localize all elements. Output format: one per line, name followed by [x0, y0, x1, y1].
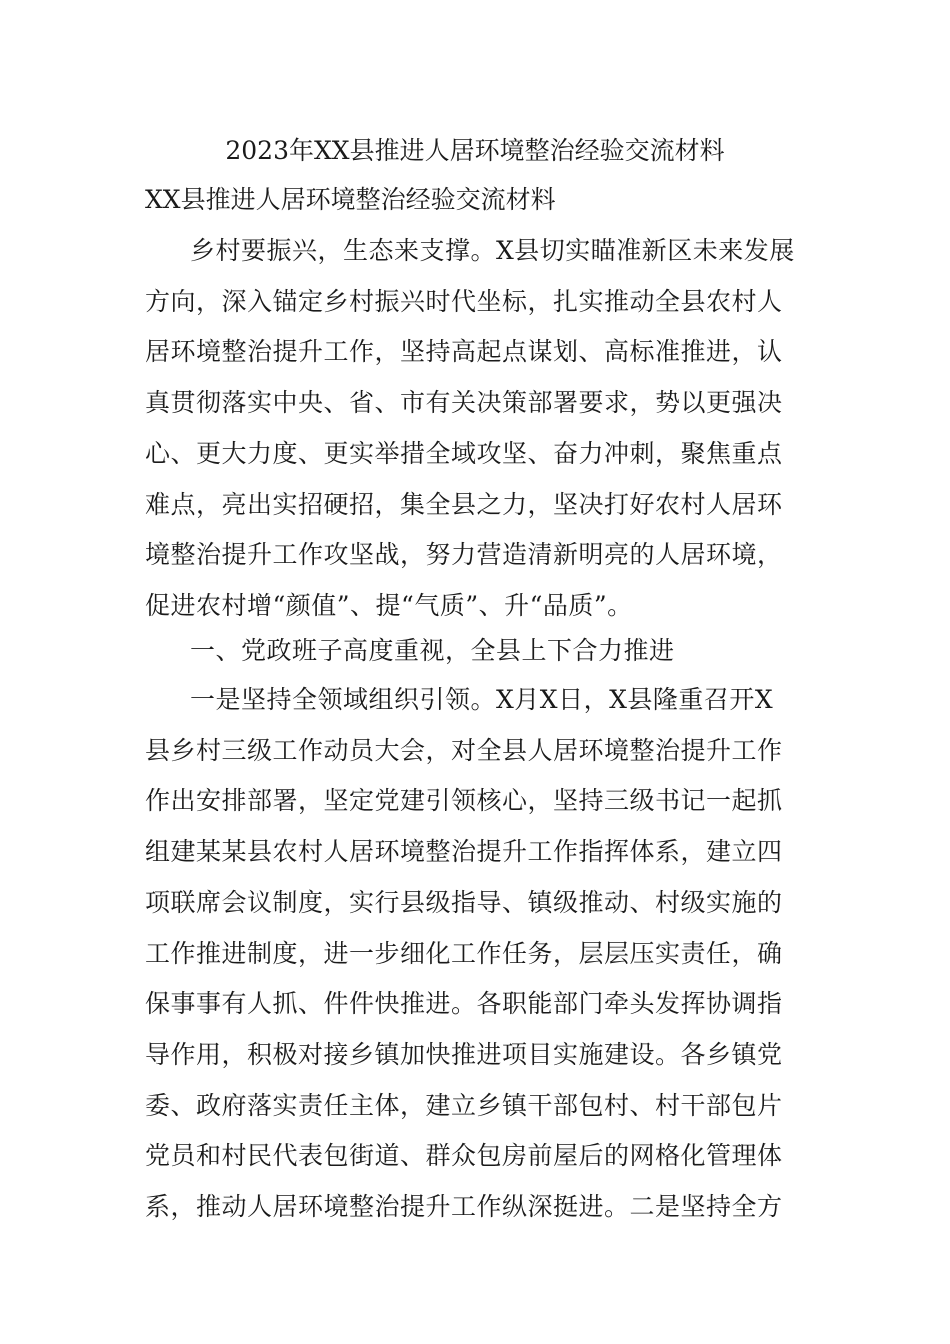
paragraph-line: 系，推动人居环境整治提升工作纵深挺进。二是坚持全方	[145, 1192, 783, 1222]
paragraph-line: 心、更大力度、更实举措全域攻坚、奋力冲刺，聚焦重点	[145, 438, 783, 468]
paragraph-line: 县乡村三级工作动员大会，对全县人居环境整治提升工作	[145, 735, 783, 765]
paragraph-line: 作出安排部署，坚定党建引领核心，坚持三级书记一起抓	[145, 786, 783, 816]
paragraph-line: 难点，亮出实招硬招，集全县之力，坚决打好农村人居环	[145, 489, 783, 519]
paragraph-line: 居环境整治提升工作，坚持高起点谋划、高标准推进，认	[145, 337, 783, 367]
paragraph-line: 导作用，积极对接乡镇加快推进项目实施建设。各乡镇党	[145, 1039, 783, 1069]
section-heading-text: 一、党政班子高度重视，全县上下合力推进	[190, 636, 675, 665]
paragraph-line: 一是坚持全领域组织引领。X月X日，X县隆重召开X	[190, 685, 774, 714]
paragraph-line: 项联席会议制度，实行县级指导、镇级推动、村级实施的	[145, 887, 783, 917]
paragraph-line: 委、政府落实责任主体，建立乡镇干部包村、村干部包片	[145, 1090, 783, 1120]
paragraph-line: 保事事有人抓、件件快推进。各职能部门牵头发挥协调指	[145, 989, 783, 1019]
paragraph-line: 组建某某县农村人居环境整治提升工作指挥体系，建立四	[145, 837, 783, 867]
paragraph-line: 促进农村增“颜值”、提“气质”、升“品质”。	[145, 590, 633, 620]
document-subtitle: XX县推进人居环境整治经验交流材料	[145, 185, 556, 214]
section-paragraph	[145, 675, 805, 1233]
paragraph-line: 工作推进制度，进一步细化工作任务，层层压实责任，确	[145, 938, 783, 968]
paragraph-line: 乡村要振兴，生态来支撑。X县切实瞄准新区未来发展	[190, 236, 795, 265]
section-heading	[145, 626, 805, 677]
document-title: 2023年XX县推进人居环境整治经验交流材料	[225, 136, 725, 165]
paragraph-line: 境整治提升工作攻坚战，努力营造清新明亮的人居环境，	[145, 540, 783, 570]
paragraph-line: 方向，深入锚定乡村振兴时代坐标，扎实推动全县农村人	[145, 286, 783, 316]
intro-paragraph	[145, 226, 805, 632]
paragraph-line: 真贯彻落实中央、省、市有关决策部署要求，势以更强决	[145, 388, 783, 418]
paragraph-line: 党员和村民代表包街道、群众包房前屋后的网格化管理体	[145, 1141, 783, 1171]
